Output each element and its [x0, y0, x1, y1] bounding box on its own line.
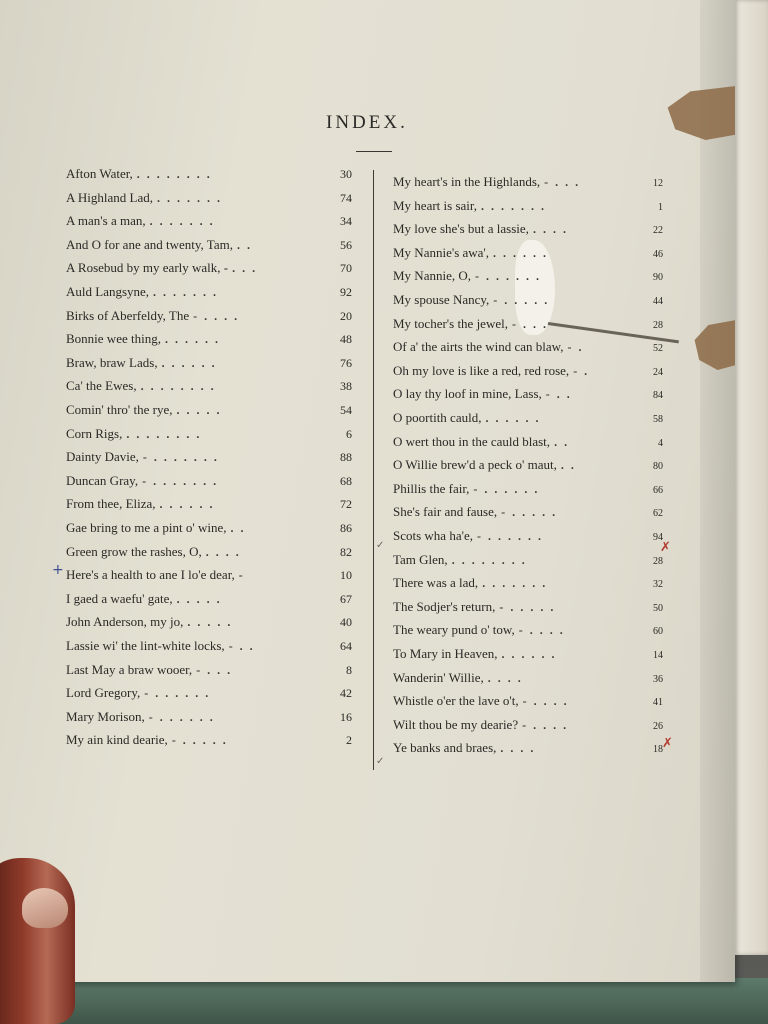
dot-leader: - . . . .	[193, 308, 240, 323]
entry-page-number: 10	[340, 568, 352, 583]
index-entry	[393, 599, 663, 621]
entry-page-number: 28	[653, 319, 663, 331]
red-cross-mark-icon: ✗	[662, 736, 673, 751]
entry-page-number: 18	[653, 744, 663, 756]
index-entry	[66, 284, 352, 306]
entry-page-number: 38	[340, 379, 352, 394]
index-entry	[66, 496, 352, 518]
index-entry	[393, 316, 663, 338]
dot-leader: - . . . . . .	[475, 269, 541, 284]
entry-page-number: 60	[653, 626, 663, 638]
index-entry	[393, 670, 663, 692]
entry-title: My heart's in the Highlands,	[393, 174, 541, 189]
dot-leader: . .	[554, 434, 570, 449]
entry-page-number: 1	[658, 201, 663, 213]
index-entry	[66, 166, 352, 188]
index-entry	[66, 709, 352, 731]
page-fold-shadow	[700, 0, 735, 982]
dot-leader: - . . . . .	[499, 599, 556, 614]
entry-title: Whistle o'er the lave o't,	[393, 693, 519, 709]
dot-leader: . . . .	[487, 670, 523, 685]
entry-title: A man's a man,	[66, 213, 146, 229]
dot-leader: . . . . . .	[161, 355, 217, 370]
entry-page-number: 66	[653, 484, 663, 496]
dot-leader: . . . . . . .	[153, 285, 219, 299]
entry-page-number: 72	[340, 497, 352, 512]
entry-title: Bonnie wee thing,	[66, 331, 161, 347]
entry-page-number: 92	[340, 285, 352, 299]
entry-title: O lay thy loof in mine, Lass,	[393, 386, 542, 402]
entry-title: Ca' the Ewes,	[66, 378, 137, 394]
entry-page-number: 52	[653, 343, 663, 355]
index-entry	[66, 638, 352, 660]
tick-mark-icon: ✓	[376, 756, 385, 767]
red-cross-mark-icon: ✗	[660, 540, 671, 555]
index-entry	[393, 363, 663, 385]
dot-leader: . . . . . . . .	[136, 167, 212, 181]
entry-title: Dainty Davie,	[66, 449, 139, 465]
entry-title: My tocher's the jewel,	[393, 315, 508, 331]
dot-leader: - . . . . . .	[476, 529, 543, 543]
entry-title: Braw, braw Lads,	[66, 354, 158, 370]
entry-page-number: 80	[653, 461, 663, 473]
dot-leader: . . . .	[205, 544, 241, 559]
entry-page-number: 8	[346, 662, 352, 677]
book-cover-edge	[60, 978, 768, 1024]
index-entry	[66, 520, 352, 542]
index-entry	[66, 378, 352, 400]
index-entry	[393, 622, 663, 644]
entry-title: Birks of Aberfeldy, The	[66, 307, 190, 323]
dot-leader: - . .	[228, 639, 255, 653]
dot-leader: - . . . .	[522, 717, 569, 732]
entry-title: A Rosebud by my early walk, -	[66, 260, 229, 276]
index-entry	[66, 614, 352, 636]
entry-title: Comin' thro' the rye,	[66, 402, 173, 417]
index-entry	[393, 693, 663, 715]
dot-leader: . . . . . .	[485, 411, 541, 425]
dot-leader: - .	[573, 363, 590, 378]
entry-title: My Nannie's awa',	[393, 244, 490, 260]
index-entry	[393, 386, 663, 408]
entry-title: A Highland Lad,	[66, 189, 154, 205]
entry-title: My spouse Nancy,	[393, 292, 490, 307]
entry-page-number: 84	[653, 390, 663, 402]
entry-page-number: 56	[340, 237, 352, 252]
index-entry	[393, 198, 663, 220]
index-entry	[66, 331, 352, 353]
dot-leader: - . . . . .	[171, 733, 228, 748]
entry-title: There was a lad,	[393, 575, 479, 591]
entry-page-number: 28	[653, 555, 663, 567]
index-entry	[393, 717, 663, 739]
index-entry	[393, 339, 663, 361]
dot-leader: . .	[230, 521, 246, 535]
entry-title: Green grow the rashes, O,	[66, 543, 202, 559]
entry-page-number: 12	[653, 178, 663, 189]
dot-leader: - . . .	[544, 175, 581, 189]
entry-title: Of a' the airts the wind can blaw,	[393, 339, 564, 355]
dot-leader: . . . . . .	[159, 497, 215, 512]
dot-leader: - . . . .	[522, 694, 569, 709]
entry-page-number: 90	[653, 272, 663, 284]
entry-page-number: 64	[340, 639, 352, 653]
index-entry	[66, 402, 352, 424]
entry-page-number: 70	[340, 261, 352, 276]
index-entry	[66, 426, 352, 448]
index-entry	[66, 567, 352, 589]
entry-page-number: 20	[340, 308, 352, 323]
index-entry	[393, 410, 663, 432]
entry-page-number: 88	[340, 450, 352, 465]
entry-title: Scots wha ha'e,	[393, 528, 473, 543]
entry-page-number: 40	[340, 615, 352, 630]
page-title: INDEX.	[326, 112, 408, 133]
entry-page-number: 22	[653, 225, 663, 237]
index-entry	[393, 245, 663, 267]
dot-leader: . . . . . . . .	[451, 552, 527, 567]
entry-page-number: 86	[340, 521, 352, 535]
entry-title: My Nannie, O,	[393, 268, 471, 284]
dot-leader: . . . .	[532, 222, 568, 237]
index-entry	[66, 449, 352, 471]
dot-leader: . . . . . .	[493, 245, 549, 260]
dot-leader: - . . . . . . .	[142, 473, 219, 488]
dot-leader: . . . . . . .	[149, 214, 215, 229]
index-entry	[393, 481, 663, 503]
entry-title: Ye banks and braes,	[393, 740, 497, 756]
entry-title: Here's a health to ane I lo'e dear,	[66, 567, 235, 583]
dot-leader: - . . .	[511, 316, 548, 331]
entry-title: And O for ane and twenty, Tam,	[66, 236, 233, 252]
adjacent-page-edge	[735, 0, 768, 955]
dot-leader: - . . . . .	[501, 505, 558, 520]
dot-leader: - . . . . . .	[148, 709, 215, 724]
index-entry	[393, 174, 663, 196]
entry-title: My ain kind dearie,	[66, 732, 168, 748]
entry-page-number: 4	[658, 437, 663, 449]
index-entry	[66, 662, 352, 684]
entry-title: Corn Rigs,	[66, 425, 123, 441]
entry-title: Lord Gregory,	[66, 685, 141, 701]
entry-title: Wanderin' Willie,	[393, 669, 484, 685]
entry-page-number: 82	[340, 544, 352, 559]
thumbnail-fingernail	[22, 888, 68, 928]
dot-leader: . . . . . .	[164, 332, 220, 347]
dot-leader: . . . . . . . .	[126, 426, 202, 441]
entry-page-number: 41	[653, 697, 663, 709]
index-entry	[393, 528, 663, 550]
entry-page-number: 6	[346, 426, 352, 441]
entry-title: John Anderson, my jo,	[66, 614, 184, 630]
entry-title: To Mary in Heaven,	[393, 646, 498, 661]
dot-leader: - . . .	[196, 662, 233, 677]
entry-title: From thee, Eliza,	[66, 496, 156, 512]
entry-title: I gaed a waefu' gate,	[66, 590, 173, 606]
tick-mark-icon: ✓	[376, 540, 385, 551]
entry-page-number: 14	[653, 650, 663, 661]
index-entry	[66, 237, 352, 259]
dot-leader: - . . . .	[518, 623, 565, 638]
entry-page-number: 62	[653, 508, 663, 520]
index-entry	[393, 268, 663, 290]
entry-title: Tam Glen,	[393, 551, 448, 567]
dot-leader: . . . .	[500, 741, 536, 756]
entry-page-number: 48	[340, 332, 352, 347]
entry-title: Phillis the fair,	[393, 480, 470, 496]
dot-leader: . . . . . . .	[157, 190, 223, 205]
entry-title: Oh my love is like a red, red rose,	[393, 362, 570, 378]
index-entry	[393, 575, 663, 597]
index-entry	[66, 473, 352, 495]
entry-title: My love she's but a lassie,	[393, 221, 529, 237]
index-entry	[393, 434, 663, 456]
dot-leader: . . . . . . .	[482, 576, 548, 591]
dot-leader: . .	[236, 237, 252, 252]
dot-leader: . . . . .	[176, 591, 222, 606]
entry-page-number: 44	[653, 296, 663, 307]
entry-title: Duncan Gray,	[66, 472, 139, 488]
dot-leader: - .	[567, 340, 584, 355]
index-entry	[393, 292, 663, 314]
index-entry	[393, 740, 663, 762]
entry-title: Lassie wi' the lint-white locks,	[66, 638, 225, 653]
entry-title: Last May a braw wooer,	[66, 661, 193, 677]
entry-title: She's fair and fause,	[393, 504, 498, 520]
dot-leader: . . . . . .	[501, 647, 557, 661]
entry-title: Auld Langsyne,	[66, 284, 150, 299]
entry-title: Afton Water,	[66, 166, 133, 181]
index-entry	[66, 591, 352, 613]
dot-leader: . . . . .	[187, 615, 233, 630]
index-entry	[66, 260, 352, 282]
dot-leader: - . . . . . .	[473, 481, 540, 496]
dot-leader: . . . . . . .	[480, 198, 546, 213]
dot-leader: . . . . . . . .	[140, 379, 216, 394]
entry-page-number: 54	[340, 403, 352, 417]
thumb	[0, 858, 75, 1024]
index-entry	[66, 732, 352, 754]
index-entry	[393, 504, 663, 526]
dot-leader: - . .	[545, 387, 572, 402]
entry-title: The Sodjer's return,	[393, 598, 496, 614]
entry-page-number: 46	[653, 248, 663, 260]
entry-page-number: 50	[653, 602, 663, 614]
dot-leader: - . . . . . . .	[142, 450, 219, 465]
entry-page-number: 42	[340, 686, 352, 701]
column-divider	[373, 170, 374, 770]
index-entry	[66, 544, 352, 566]
entry-title: O poortith cauld,	[393, 410, 482, 425]
index-entry	[66, 308, 352, 330]
entry-title: My heart is sair,	[393, 197, 477, 213]
entry-page-number: 16	[340, 709, 352, 724]
entry-title: Mary Morison,	[66, 708, 145, 724]
dot-leader: -	[238, 568, 245, 583]
entry-page-number: 32	[653, 579, 663, 591]
entry-page-number: 76	[340, 355, 352, 370]
dot-leader: . . . . .	[176, 403, 222, 417]
entry-title: The weary pund o' tow,	[393, 622, 515, 638]
index-entry	[66, 213, 352, 235]
entry-page-number: 30	[340, 167, 352, 181]
entry-page-number: 2	[346, 733, 352, 748]
index-entry	[393, 552, 663, 574]
dot-leader: . . .	[232, 261, 258, 276]
entry-title: Gae bring to me a pint o' wine,	[66, 520, 227, 535]
entry-page-number: 74	[340, 190, 352, 205]
index-entry	[393, 457, 663, 479]
title-underline	[356, 151, 392, 152]
entry-page-number: 68	[340, 473, 352, 488]
entry-page-number: 67	[340, 591, 352, 606]
entry-title: O wert thou in the cauld blast,	[393, 433, 551, 449]
entry-page-number: 26	[653, 720, 663, 732]
index-entry	[393, 221, 663, 243]
dot-leader: - . . . . . .	[144, 686, 211, 701]
index-entry	[66, 355, 352, 377]
entry-page-number: 24	[653, 366, 663, 378]
dot-leader: . .	[560, 458, 576, 473]
index-entry	[66, 190, 352, 212]
index-entry	[66, 685, 352, 707]
index-entry	[393, 646, 663, 668]
entry-page-number: 58	[653, 414, 663, 425]
dot-leader: - . . . . .	[493, 293, 550, 307]
entry-title: O Willie brew'd a peck o' maut,	[393, 457, 557, 473]
entry-page-number: 36	[653, 673, 663, 685]
entry-page-number: 94	[653, 532, 663, 543]
entry-page-number: 34	[340, 214, 352, 229]
blue-pen-mark-icon: +	[52, 562, 64, 578]
entry-title: Wilt thou be my dearie?	[393, 716, 519, 732]
